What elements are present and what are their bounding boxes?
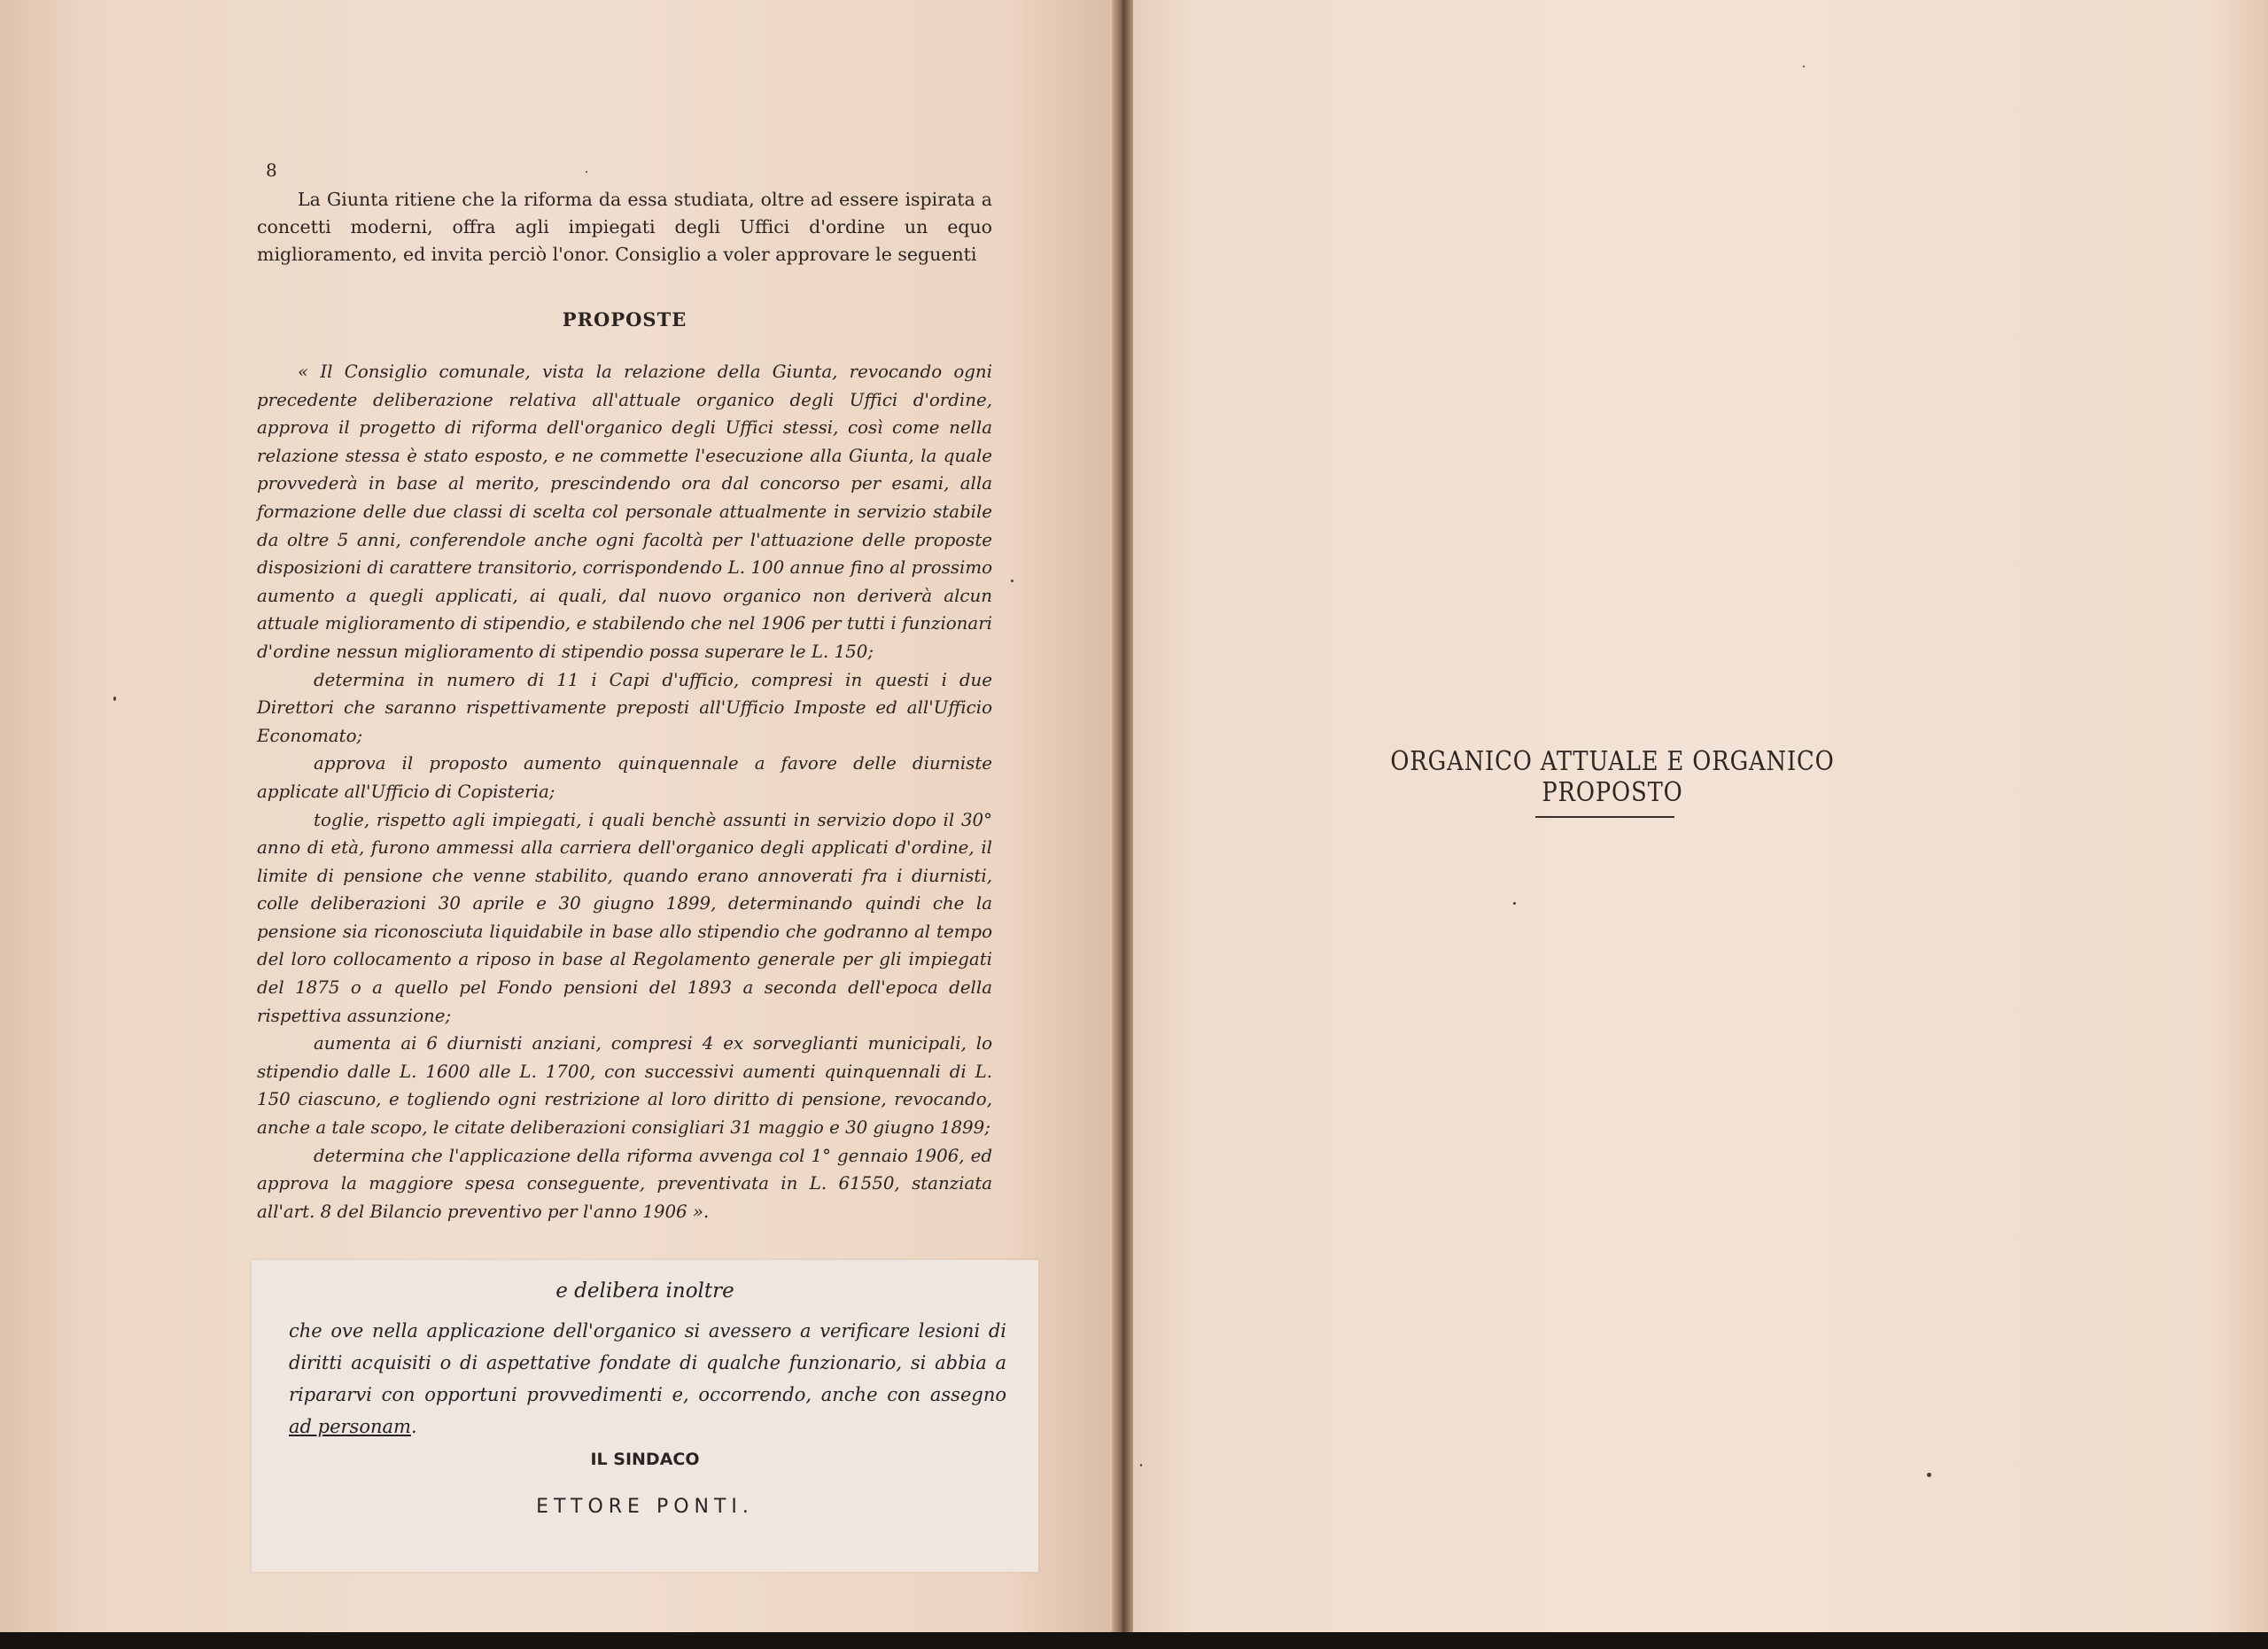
motion-paragraph: toglie, rispetto agli impiegati, i quali benchè assunti in servizio dopo il 30° anno di età, furono ammessi alla carriera dell'organico degli applicati d'ordine, il limite di pensione che venne stabilito, quando erano annoverati fra i diurnisti, colle deliberazioni 30 aprile e 30 giugno 1899, determinando quindi che la pensione sia riconosciuta liquidabile in base allo stipendio che godranno al tempo del loro collocamento a riposo in base al Regolamento generale per gli impiegati del 1875 o a quello pel Fondo pensioni del 1893 a seconda dell'epoca della rispettiva assunzione; bbox=[257, 809, 992, 1026]
handwritten-amendment bbox=[289, 1315, 1006, 1443]
paper-speck bbox=[113, 696, 116, 701]
motion-paragraph: « Il Consiglio comunale, vista la relazione della Giunta, revocando ogni precedente deliberazione relativa all'attuale organico degli Uffici d'ordine, approva il progetto di riforma dell'organico degli Uffici stessi, così come nella relazione stessa è stato esposto, e ne commette l'esecuzione alla Giunta, la quale provvederà in base al merito, prescindendo ora dal concorso per esami, alla formazione delle due classi di scelta col personale attualmente in servizio stabile da oltre 5 anni, conferendole anche ogni facoltà per l'attuazione delle proposte disposizioni di carattere transitorio, corrispondendo L. 100 annue fino al prossimo aumento a quegli applicati, ai quali, dal nuovo organico non deriverà alcun attuale miglioramento di stipendio, e stabilendo che nel 1906 per tutti i funzionari d'ordine nessun miglioramento di stipendio possa superare le L. 150; bbox=[257, 362, 992, 662]
motion-paragraph: aumenta ai 6 diurnisti anziani, compresi 4 ex sorveglianti municipali, lo stipendio dalle L. 1600 alle L. 1700, con successivi aumenti quinquennali di L. 150 ciascuno, e togliendo ogni restrizione al loro diritto di pensione, revocando, anche a tale scopo, le citate deliberazioni consigliari 31 maggio e 30 giugno 1899; bbox=[257, 1033, 992, 1139]
motion-text bbox=[257, 358, 992, 1225]
pasted-amendment-slip bbox=[252, 1260, 1038, 1572]
signature-name: ETTORE PONTI. bbox=[536, 1496, 754, 1518]
paper-speck bbox=[1140, 1464, 1142, 1466]
section-title: ORGANICO ATTUALE E ORGANICO PROPOSTO bbox=[1390, 746, 1835, 808]
book-gutter bbox=[1112, 0, 1133, 1635]
title-underline-rule bbox=[1535, 816, 1674, 818]
right-page bbox=[1127, 0, 2268, 1635]
paper-speck bbox=[1513, 902, 1516, 905]
motion-paragraph: determina che l'applicazione della riforma avvenga col 1° gennaio 1906, ed approva la maggiore spesa conseguente, preventivata in L. 61550, stanziata all'art. 8 del Bilancio preventivo per l'anno 1906 ». bbox=[257, 1145, 992, 1222]
paper-speck bbox=[586, 171, 587, 173]
paper-speck bbox=[1927, 1473, 1931, 1477]
intro-paragraph: La Giunta ritiene che la riforma da essa studiata, oltre ad essere ispirata a concetti moderni, offra agli impiegati degli Uffici d'ordine un equo miglioramento, ed invita perciò l'onor. Consiglio a voler approvare le seguenti bbox=[257, 189, 992, 265]
bottom-edge bbox=[0, 1632, 2268, 1649]
handwritten-body: che ove nella applicazione dell'organico si avessero a verificare lesioni di diritti acquisiti o di aspettative fondate di qualche funzionario, si abbia a ripararvi con opportuni provvedimenti e, occorrendo, anche con assegno bbox=[289, 1320, 1006, 1405]
page-number: 8 bbox=[266, 159, 277, 181]
proposte-heading: PROPOSTE bbox=[562, 308, 687, 331]
handwritten-end: . bbox=[410, 1416, 417, 1437]
signature-title: IL SINDACO bbox=[590, 1450, 700, 1469]
handwritten-underlined: ad personam bbox=[289, 1416, 411, 1437]
motion-paragraph: determina in numero di 11 i Capi d'ufficio, compresi in questi i due Direttori che saranno rispettivamente preposti all'Ufficio Imposte ed all'Ufficio Economato; bbox=[257, 669, 992, 746]
motion-paragraph: approva il proposto aumento quinquennale a favore delle diurniste applicate all'Ufficio di Copisteria; bbox=[257, 753, 992, 802]
paper-speck bbox=[1011, 579, 1014, 582]
handwritten-heading: e delibera inoltre bbox=[555, 1280, 734, 1303]
paper-speck bbox=[1803, 66, 1805, 67]
